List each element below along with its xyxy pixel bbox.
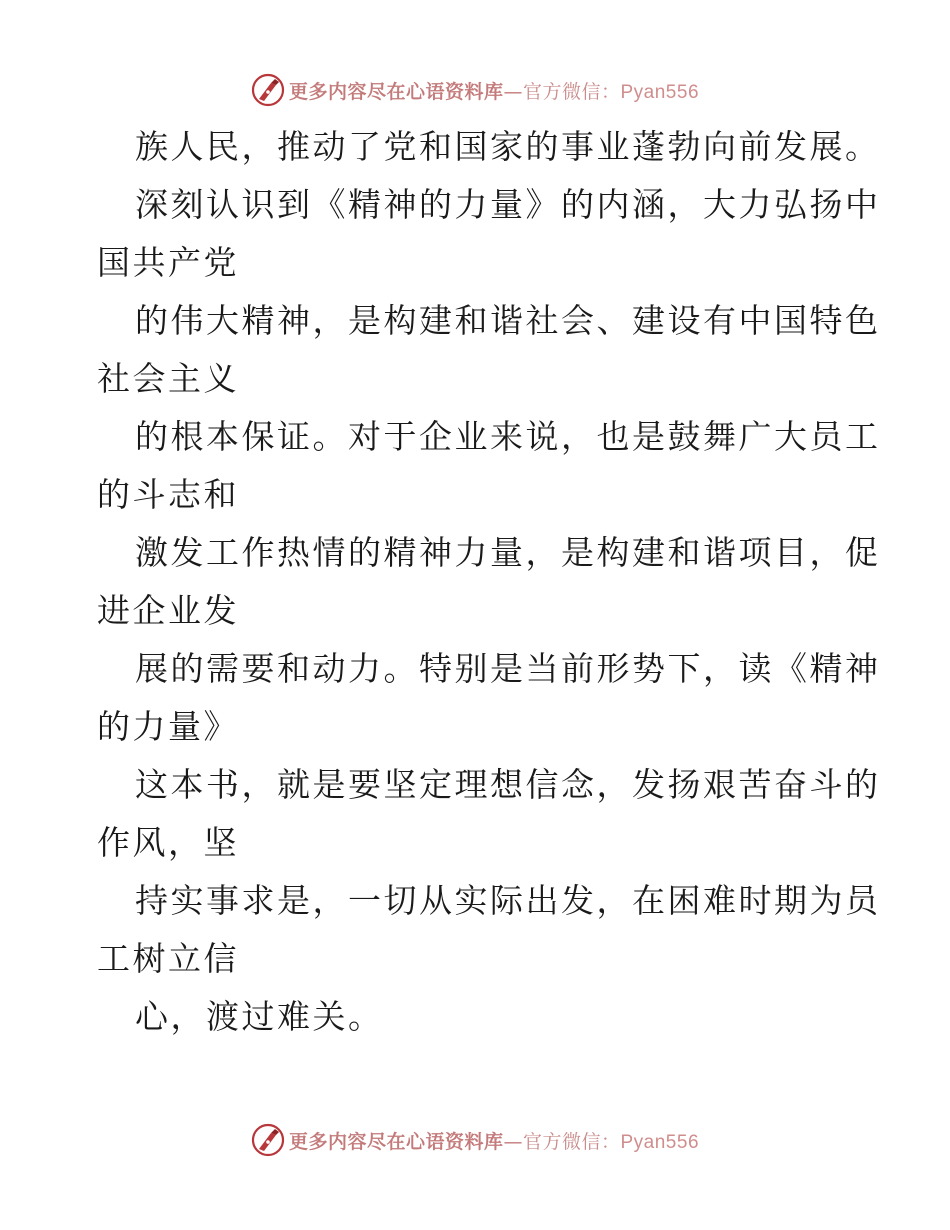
text-line: 激发工作热情的精神力量，是构建和谐项目，促 [135, 533, 881, 572]
footer-wechat-id: Pyan556 [620, 1131, 700, 1153]
text-line: 的斗志和 [97, 475, 239, 514]
header-separator: — [503, 80, 523, 103]
text-line: 社会主义 [97, 359, 239, 398]
text-line: 持实事求是，一切从实际出发，在困难时期为员 [135, 881, 881, 920]
text-line: 的根本保证。对于企业来说，也是鼓舞广大员工 [135, 417, 881, 456]
body-text [97, 118, 881, 1046]
text-line: 心，渡过难关。 [135, 997, 384, 1036]
footer-banner-text [289, 1127, 699, 1154]
pen-nib-logo-icon [251, 73, 285, 107]
text-line: 的力量》 [97, 707, 239, 746]
text-line: 深刻认识到《精神的力量》的内涵，大力弘扬中 [135, 185, 881, 224]
text-line: 工树立信 [97, 939, 239, 978]
text-line: 族人民，推动了党和国家的事业蓬勃向前发展。 [135, 127, 881, 166]
header-site-text: 更多内容尽在心语资料库 [288, 80, 504, 103]
header-wechat-label: 官方微信： [522, 80, 621, 103]
footer-banner[interactable] [0, 1120, 950, 1160]
header-banner[interactable] [0, 70, 950, 110]
text-line: 作风，坚 [97, 823, 239, 862]
pen-nib-logo-icon [251, 1123, 285, 1157]
header-banner-text [289, 77, 699, 104]
text-line: 这本书，就是要坚定理想信念，发扬艰苦奋斗的 [135, 765, 881, 804]
text-line: 的伟大精神，是构建和谐社会、建设有中国特色 [135, 301, 881, 340]
text-line: 展的需要和动力。特别是当前形势下，读《精神 [135, 649, 881, 688]
footer-site-text: 更多内容尽在心语资料库 [288, 1130, 504, 1153]
text-line: 进企业发 [97, 591, 239, 630]
header-wechat-id: Pyan556 [620, 81, 700, 103]
footer-wechat-label: 官方微信： [522, 1130, 621, 1153]
footer-separator: — [503, 1130, 523, 1153]
text-line: 国共产党 [97, 243, 239, 282]
